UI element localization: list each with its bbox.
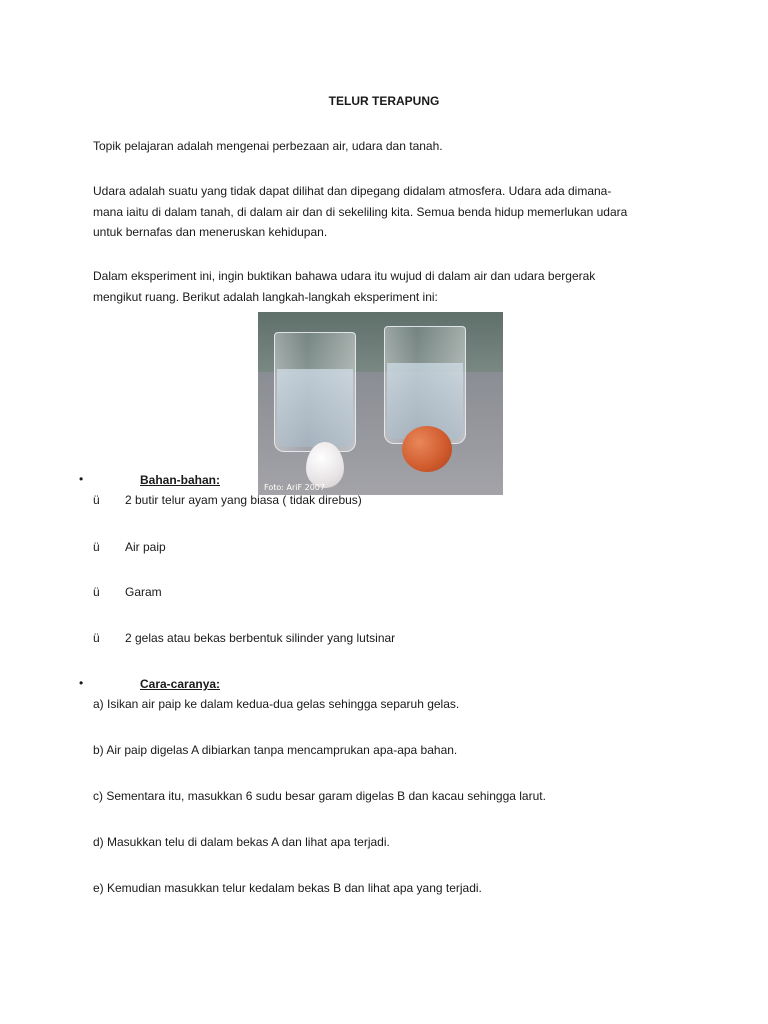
step-item: c) Sementara itu, masukkan 6 sudu besar garam digelas B dan kacau sehingga larut. bbox=[93, 789, 546, 803]
experiment-photo bbox=[258, 312, 503, 495]
bullet-icon: • bbox=[79, 676, 84, 690]
paragraph-line: mana iaitu di dalam tanah, di dalam air dan di sekeliling kita. Semua benda hidup memerlukan udara bbox=[93, 204, 628, 219]
step-item: e) Kemudian masukkan telur kedalam bekas B dan lihat apa yang terjadi. bbox=[93, 881, 482, 895]
material-item: 2 gelas atau bekas berbentuk silinder yang lutsinar bbox=[125, 631, 396, 645]
white-egg bbox=[306, 442, 344, 488]
steps-heading: Cara-caranya: bbox=[140, 677, 221, 691]
document-title: TELUR TERAPUNG bbox=[328, 94, 440, 108]
step-item: d) Masukkan telu di dalam bekas A dan lihat apa terjadi. bbox=[93, 835, 390, 849]
paragraph-line: Dalam eksperiment ini, ingin buktikan bahawa udara itu wujud di dalam air dan udara bergerak bbox=[93, 269, 596, 283]
material-item: Garam bbox=[125, 585, 162, 599]
paragraph-line: untuk bernafas dan meneruskan kehidupan. bbox=[93, 225, 328, 239]
check-icon: ü bbox=[93, 540, 100, 554]
photo-caption: Foto: AriF 2007 bbox=[264, 483, 325, 492]
step-item: b) Air paip digelas A dibiarkan tanpa mencamprukan apa-apa bahan. bbox=[93, 743, 458, 757]
material-item: Air paip bbox=[125, 540, 166, 554]
glass-water bbox=[277, 369, 353, 447]
check-icon: ü bbox=[93, 585, 100, 599]
air-paragraph bbox=[93, 181, 675, 243]
intro-paragraph bbox=[93, 136, 675, 157]
check-icon: ü bbox=[93, 493, 100, 507]
brown-egg bbox=[402, 426, 452, 472]
glass-a bbox=[274, 332, 356, 452]
bullet-icon: • bbox=[79, 472, 84, 486]
paragraph-line: Udara adalah suatu yang tidak dapat dilihat dan dipegang didalam atmosfera. Udara ada dimana- bbox=[93, 184, 612, 198]
paragraph-line: mengikut ruang. Berikut adalah langkah-langkah eksperiment ini: bbox=[93, 289, 438, 304]
step-item: a) Isikan air paip ke dalam kedua-dua gelas sehingga separuh gelas. bbox=[93, 697, 460, 711]
intro-line: Topik pelajaran adalah mengenai perbezaan air, udara dan tanah. bbox=[93, 139, 443, 153]
materials-heading: Bahan-bahan: bbox=[140, 473, 221, 487]
experiment-paragraph bbox=[93, 266, 675, 307]
check-icon: ü bbox=[93, 631, 100, 645]
material-item: 2 butir telur ayam yang biasa ( tidak direbus) bbox=[125, 493, 362, 507]
